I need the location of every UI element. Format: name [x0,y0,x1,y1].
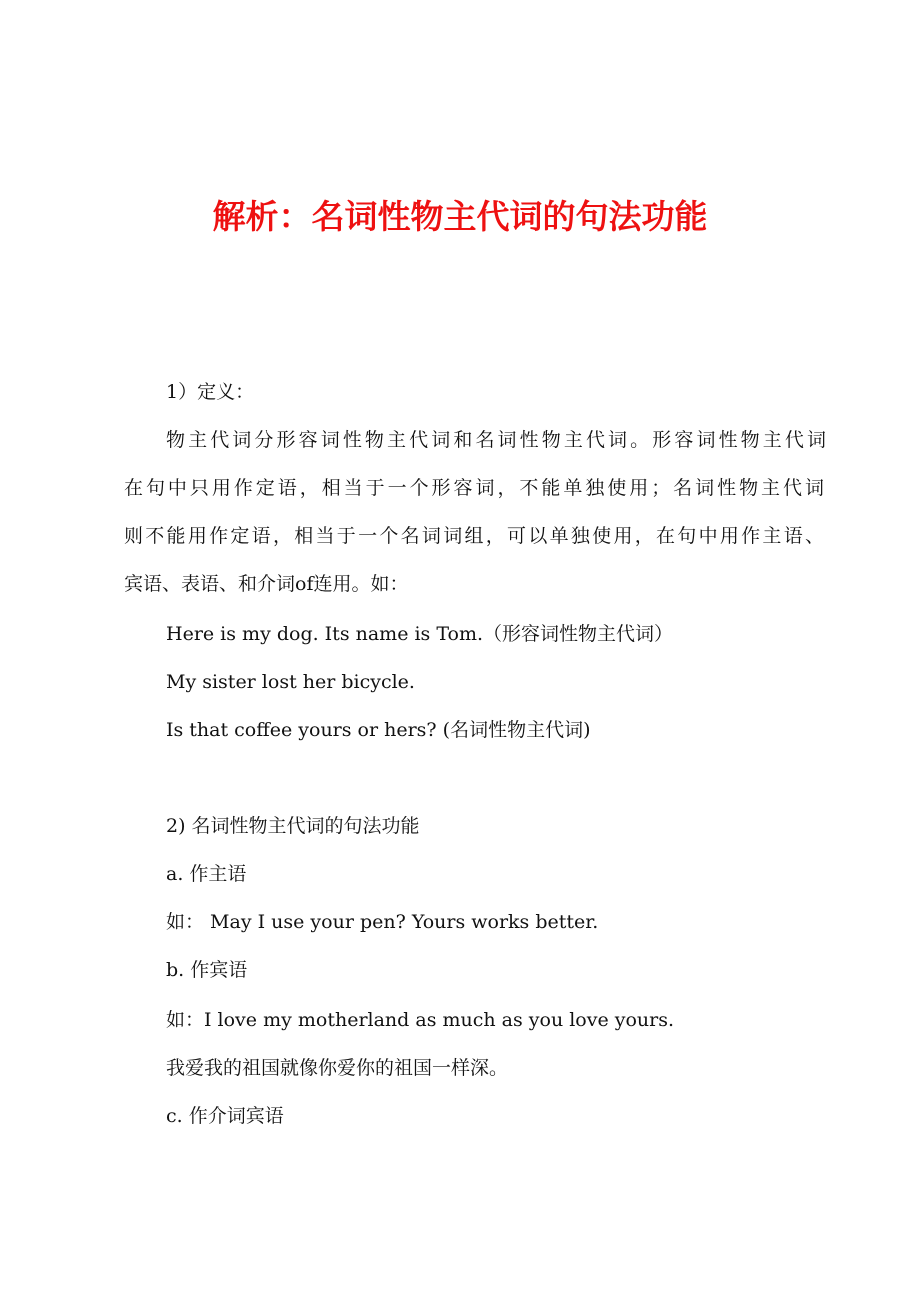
example-sentence-2: My sister lost her bicycle. [166,671,415,693]
definition-line-2: 在句中只用作定语，相当于一个形容词，不能单独使用；名词性物主代词 [124,477,824,499]
definition-line-1: 物主代词分形容词性物主代词和名词性物主代词。形容词性物主代词 [166,429,826,451]
item-a-label: a. 作主语 [166,863,247,885]
definition-line-3: 则不能用作定语，相当于一个名词词组，可以单独使用，在句中用作主语、 [124,525,824,547]
item-a-example: 如： May I use your pen? Yours works better. [166,911,599,933]
example-sentence-1: Here is my dog. Its name is Tom.（形容词性物主代词） [166,623,674,645]
section-1-heading: 1）定义： [166,381,255,403]
page-title: 解析：名词性物主代词的句法功能 [212,197,708,236]
item-b-translation: 我爱我的祖国就像你爱你的祖国一样深。 [166,1057,509,1079]
item-b-example: 如：I love my motherland as much as you love yours. [166,1009,675,1031]
definition-line-4: 宾语、表语、和介词of连用。如： [124,573,409,595]
item-c-label: c. 作介词宾语 [166,1105,284,1127]
example-sentence-3: Is that coffee yours or hers? (名词性物主代词) [166,719,591,741]
section-2-heading: 2) 名词性物主代词的句法功能 [166,815,420,837]
item-b-label: b. 作宾语 [166,959,248,981]
